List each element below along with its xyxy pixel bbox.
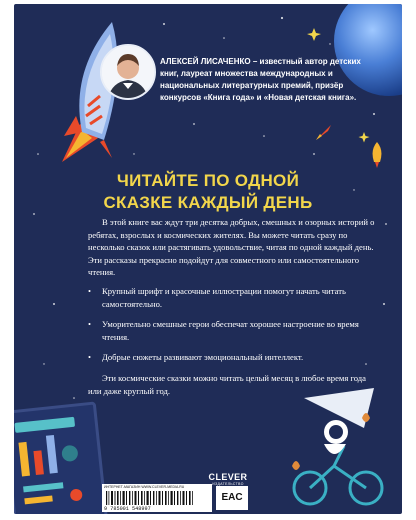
author-bio	[160, 56, 380, 104]
author-name: АЛЕКСЕЙ ЛИСАЧЕНКО	[160, 57, 251, 66]
publisher-logo	[198, 472, 258, 487]
barcode	[102, 484, 212, 512]
feature-item: • Добрые сюжеты развивают эмоциональный интеллект.	[88, 351, 376, 364]
astronaut-cyclist-illustration	[274, 388, 392, 508]
closing-paragraph: Эти космические сказки можно читать целый месяц в любое время года или даже круглый год.	[88, 372, 366, 396]
publisher-subtitle: ИЗДАТЕЛЬСТВО	[212, 482, 244, 486]
small-rocket-icon	[312, 122, 334, 144]
feature-list	[88, 285, 376, 364]
intro-paragraph: В этой книге вас ждут три десятка добрых, смешных и озорных историй о ребятах, взрослых и космических жителях. Вы можете читать сразу по несколько сказок или растягивать удовольствие, читая по одной каждый день. Эти рассказы прекрасно подойдут для совместного или самостоятельного чтения.	[88, 217, 375, 278]
author-photo	[100, 44, 156, 100]
isbn-number: 9 785001 548997	[104, 506, 151, 512]
small-rocket-icon	[366, 140, 388, 170]
feature-item: • Крупный шрифт и красочные иллюстрации помогут начать читать самостоятельно.	[88, 285, 376, 310]
shop-url: ИНТЕРНЕТ-МАГАЗИН WWW.CLEVER-MEDIA.RU	[104, 485, 185, 489]
control-panel-illustration	[14, 401, 108, 514]
barcode-lines	[106, 491, 206, 505]
author-description: – известный автор детских книг, лауреат множества международных и национальных литературных премий, призёр конкурсов «Книга года» и «Новая детская книга».	[160, 57, 361, 102]
eac-certification-mark: EAC	[216, 486, 248, 510]
back-cover	[14, 4, 402, 514]
feature-item: • Уморительно смешные герои обеспечат хорошее настроение во время чтения.	[88, 318, 376, 343]
headline-line-2: СКАЗКЕ КАЖДЫЙ ДЕНЬ	[103, 193, 313, 212]
headline-line-1: ЧИТАЙТЕ ПО ОДНОЙ	[116, 171, 300, 190]
publisher-brand: CLEVER	[208, 472, 248, 482]
description	[88, 216, 376, 397]
headline	[14, 170, 402, 214]
